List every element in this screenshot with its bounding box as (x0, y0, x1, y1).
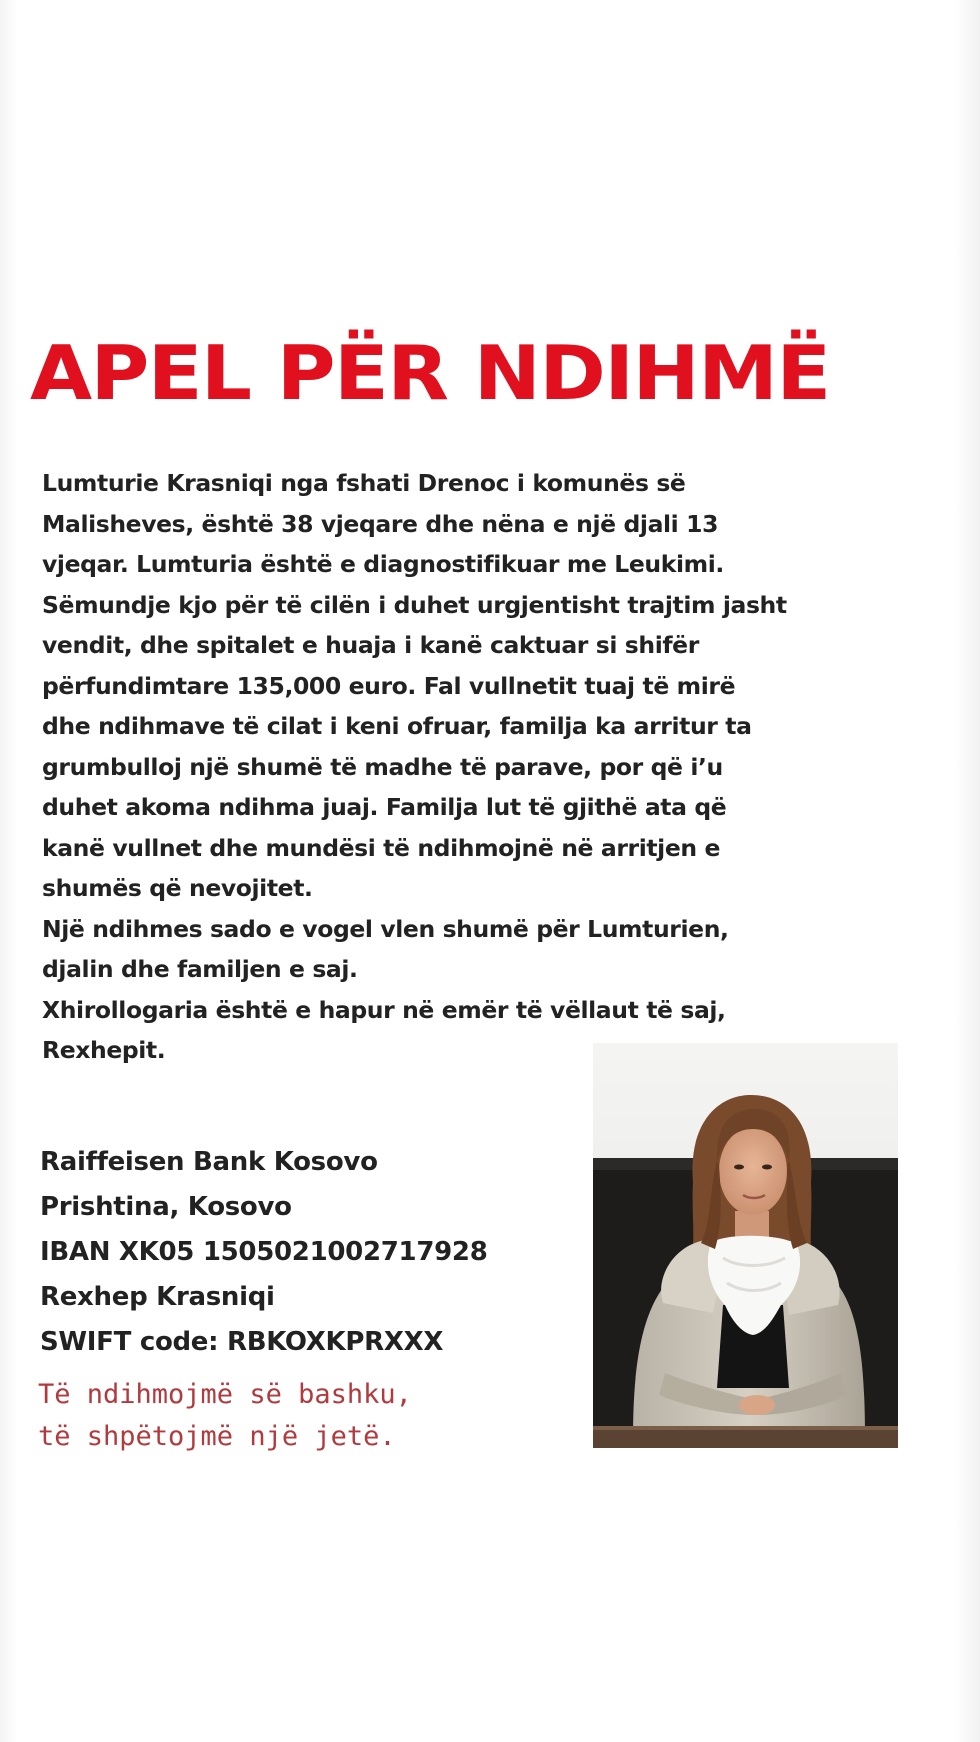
slogan-line: Të ndihmojmë së bashku, (38, 1379, 412, 1410)
body-line: djalin dhe familjen e saj. (42, 955, 358, 983)
bank-details (40, 1140, 488, 1365)
body-line: duhet akoma ndihma juaj. Familja lut të gjithë ata që (42, 793, 727, 821)
woman-photo (593, 1043, 898, 1448)
appeal-title: APEL PËR NDIHMË (30, 329, 830, 417)
body-line: Malisheves, është 38 vjeqare dhe nëna e një djali 13 (42, 509, 719, 538)
body-line: kanë vullnet dhe mundësi të ndihmojnë në arritjen e (42, 833, 721, 862)
body-line: vjeqar. Lumturia është e diagnostifikuar me Leukimi. (42, 550, 724, 578)
body-line: dhe ndihmave të cilat i keni ofruar, familja ka arritur ta (42, 712, 752, 740)
body-line: Një ndihmes sado e vogel vlen shumë për Lumturien, (42, 914, 729, 943)
slogan-line: të shpëtojmë një jetë. (38, 1421, 396, 1452)
body-line: Lumturie Krasniqi nga fshati Drenoc i komunës së (42, 469, 686, 497)
swift-code: SWIFT code: RBKOXKPRXXX (40, 1327, 444, 1357)
appeal-body (42, 463, 922, 1071)
slogan (38, 1374, 412, 1458)
bank-iban: IBAN XK05 1505021002717928 (40, 1237, 488, 1267)
body-line: vendit, dhe spitalet e huaja i kanë caktuar si shifër (42, 631, 699, 659)
body-line: Xhirollogaria është e hapur në emër të vëllaut të saj, (42, 995, 726, 1024)
body-line: grumbulloj një shumë të madhe të parave, por që i’u (42, 752, 723, 781)
body-line: shumës që nevojitet. (42, 874, 313, 902)
bank-name: Raiffeisen Bank Kosovo (40, 1147, 378, 1177)
body-line: Rexhepit. (42, 1036, 166, 1064)
body-line: përfundimtare 135,000 euro. Fal vullnetit tuaj të mirë (42, 671, 736, 700)
bank-location: Prishtina, Kosovo (40, 1192, 292, 1222)
account-holder: Rexhep Krasniqi (40, 1282, 275, 1312)
body-line: Sëmundje kjo për të cilën i duhet urgjentisht trajtim jasht (42, 590, 787, 619)
